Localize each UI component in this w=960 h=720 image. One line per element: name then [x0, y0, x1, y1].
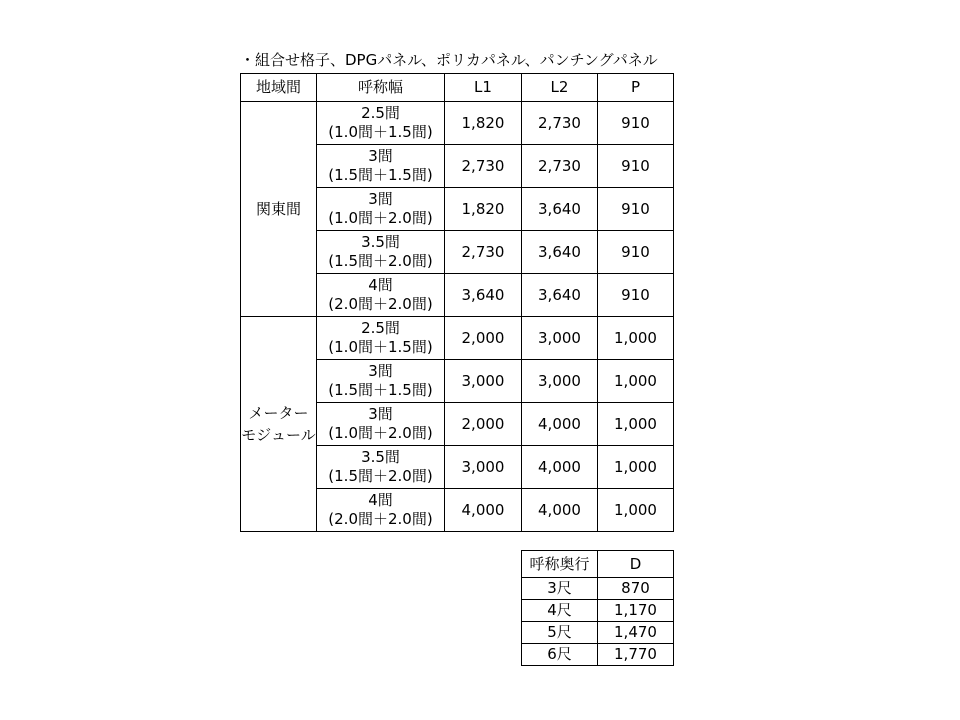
nominal-width-cell: [317, 102, 445, 145]
depth-size-cell: 6尺: [522, 644, 598, 666]
l2-cell: 4,000: [522, 403, 598, 446]
p-cell: 1,000: [598, 317, 674, 360]
p-cell: 910: [598, 188, 674, 231]
nominal-width-value: 4間: [368, 491, 393, 509]
nominal-width-cell: [317, 403, 445, 446]
l1-cell: 2,730: [445, 145, 522, 188]
depth-d-cell: 1,170: [598, 600, 674, 622]
l2-cell: 4,000: [522, 489, 598, 532]
region-cell: [241, 102, 317, 317]
width-combination: (2.0間＋2.0間): [328, 510, 433, 528]
depth-size-cell: 4尺: [522, 600, 598, 622]
header-d: D: [598, 551, 674, 578]
l2-cell: 4,000: [522, 446, 598, 489]
nominal-width-cell: [317, 145, 445, 188]
region-label: 関東間: [255, 200, 301, 218]
header-nominal-depth: 呼称奥行: [522, 551, 598, 578]
l1-cell: 2,730: [445, 231, 522, 274]
l1-cell: 2,000: [445, 403, 522, 446]
l1-cell: 3,000: [445, 360, 522, 403]
width-combination: (1.5間＋2.0間): [328, 252, 433, 270]
l1-cell: 3,000: [445, 446, 522, 489]
width-combination: (2.0間＋2.0間): [328, 295, 433, 313]
nominal-width-cell: [317, 446, 445, 489]
l2-cell: 3,640: [522, 231, 598, 274]
width-combination: (1.0間＋2.0間): [328, 209, 433, 227]
width-combination: (1.5間＋2.0間): [328, 467, 433, 485]
table-row: [522, 578, 674, 600]
l2-cell: 3,000: [522, 317, 598, 360]
header-l1: L1: [445, 74, 522, 102]
depth-d-cell: 870: [598, 578, 674, 600]
l1-cell: 3,640: [445, 274, 522, 317]
l2-cell: 3,000: [522, 360, 598, 403]
nominal-width-value: 3間: [368, 362, 393, 380]
section-title: ・組合せ格子、DPGパネル、ポリカパネル、パンチングパネル: [240, 51, 658, 69]
header-l2: L2: [522, 74, 598, 102]
nominal-width-cell: [317, 188, 445, 231]
nominal-width-cell: [317, 489, 445, 532]
width-combination: (1.0間＋1.5間): [328, 123, 433, 141]
table-header-row: [241, 74, 674, 102]
width-combination: (1.0間＋2.0間): [328, 424, 433, 442]
nominal-width-cell: [317, 274, 445, 317]
nominal-width-value: 3.5間: [361, 448, 400, 466]
nominal-width-value: 3間: [368, 190, 393, 208]
region-cell: [241, 317, 317, 532]
nominal-width-cell: [317, 231, 445, 274]
nominal-width-cell: [317, 360, 445, 403]
region-label: モジュール: [241, 426, 316, 444]
depth-size-cell: 5尺: [522, 622, 598, 644]
nominal-width-value: 3.5間: [361, 233, 400, 251]
region-label: メーター: [248, 404, 309, 422]
p-cell: 910: [598, 231, 674, 274]
l1-cell: 1,820: [445, 188, 522, 231]
width-combination: (1.5間＋1.5間): [328, 381, 433, 399]
l1-cell: 1,820: [445, 102, 522, 145]
p-cell: 910: [598, 145, 674, 188]
table-row: [241, 102, 674, 145]
depth-size-cell: 3尺: [522, 578, 598, 600]
nominal-width-value: 2.5間: [361, 319, 400, 337]
table-header-row: [522, 551, 674, 578]
header-region: 地域間: [241, 74, 317, 102]
nominal-width-cell: [317, 317, 445, 360]
width-combination: (1.5間＋1.5間): [328, 166, 433, 184]
nominal-width-value: 3間: [368, 147, 393, 165]
table-row: [522, 644, 674, 666]
p-cell: 1,000: [598, 446, 674, 489]
l1-cell: 4,000: [445, 489, 522, 532]
header-p: P: [598, 74, 674, 102]
p-cell: 910: [598, 102, 674, 145]
width-combination: (1.0間＋1.5間): [328, 338, 433, 356]
p-cell: 1,000: [598, 489, 674, 532]
l1-cell: 2,000: [445, 317, 522, 360]
p-cell: 1,000: [598, 360, 674, 403]
p-cell: 1,000: [598, 403, 674, 446]
l2-cell: 3,640: [522, 274, 598, 317]
l2-cell: 3,640: [522, 188, 598, 231]
nominal-width-value: 2.5間: [361, 104, 400, 122]
l2-cell: 2,730: [522, 145, 598, 188]
nominal-width-value: 4間: [368, 276, 393, 294]
table-row: [522, 600, 674, 622]
header-nominal-width: 呼称幅: [317, 74, 445, 102]
depth-d-cell: 1,470: [598, 622, 674, 644]
table-row: [522, 622, 674, 644]
table-row: [241, 317, 674, 360]
depth-spec-table: [521, 550, 674, 666]
p-cell: 910: [598, 274, 674, 317]
nominal-width-value: 3間: [368, 405, 393, 423]
l2-cell: 2,730: [522, 102, 598, 145]
width-spec-table: [240, 73, 674, 532]
depth-d-cell: 1,770: [598, 644, 674, 666]
